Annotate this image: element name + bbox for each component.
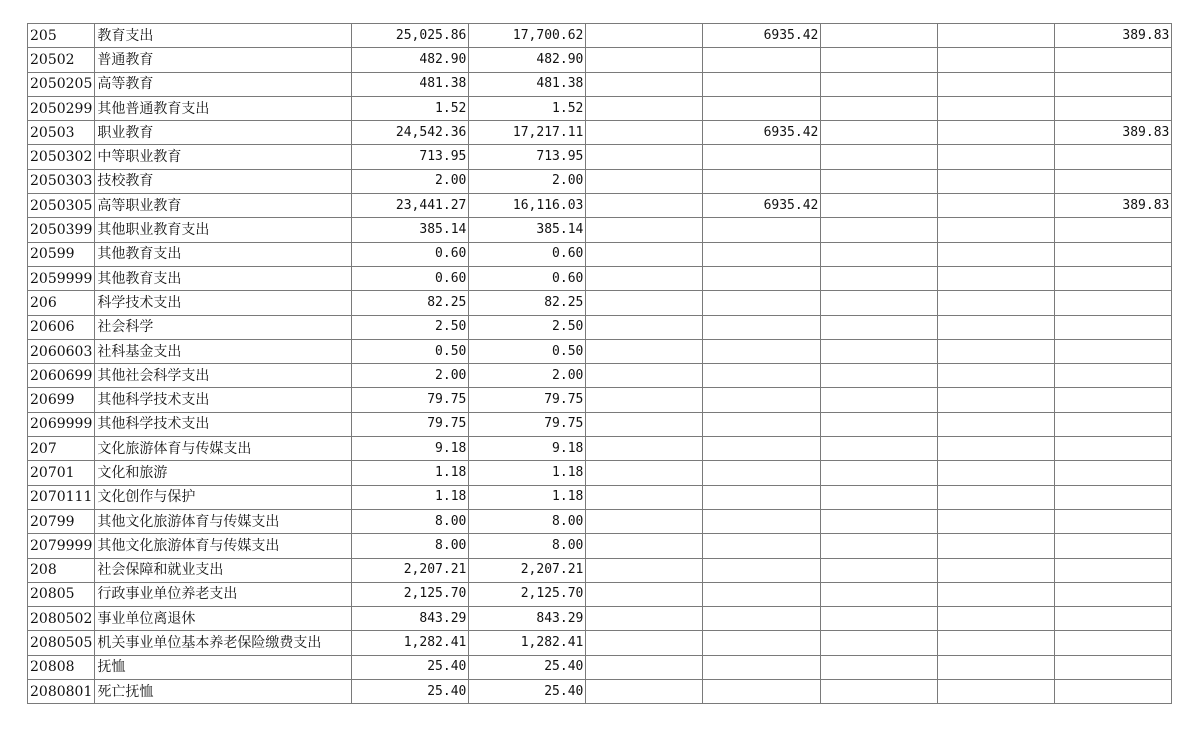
amount-col-7-cell [1055, 582, 1172, 606]
amount-col-6-cell [938, 461, 1055, 485]
subject-name-cell: 死亡抚恤 [95, 680, 352, 704]
subject-code-cell: 2050299 [28, 96, 95, 120]
amount-col-4-cell [703, 72, 821, 96]
amount-col-7-cell [1055, 48, 1172, 72]
amount-col-4-cell [703, 291, 821, 315]
amount-col-5-cell [821, 655, 938, 679]
amount-col-6-cell [938, 607, 1055, 631]
amount-col-4-cell: 6935.42 [703, 24, 821, 48]
amount-col-5-cell [821, 364, 938, 388]
amount-col-1-cell: 1.52 [352, 96, 469, 120]
table-row [28, 339, 1172, 363]
amount-col-7-cell [1055, 680, 1172, 704]
amount-col-5-cell [821, 509, 938, 533]
table-row [28, 534, 1172, 558]
amount-col-2-cell: 8.00 [469, 534, 586, 558]
subject-name-cell: 教育支出 [95, 24, 352, 48]
amount-col-6-cell [938, 509, 1055, 533]
subject-name-cell: 高等教育 [95, 72, 352, 96]
amount-col-2-cell: 385.14 [469, 218, 586, 242]
amount-col-7-cell [1055, 315, 1172, 339]
amount-col-5-cell [821, 96, 938, 120]
amount-col-3-cell [586, 582, 703, 606]
subject-code-cell: 20503 [28, 121, 95, 145]
subject-name-cell: 其他文化旅游体育与传媒支出 [95, 509, 352, 533]
amount-col-5-cell [821, 315, 938, 339]
amount-col-6-cell [938, 48, 1055, 72]
amount-col-2-cell: 0.50 [469, 339, 586, 363]
subject-name-cell: 其他教育支出 [95, 266, 352, 290]
amount-col-3-cell [586, 509, 703, 533]
amount-col-5-cell [821, 607, 938, 631]
amount-col-4-cell [703, 582, 821, 606]
amount-col-4-cell [703, 145, 821, 169]
amount-col-7-cell [1055, 266, 1172, 290]
table-row [28, 24, 1172, 48]
amount-col-1-cell: 1.18 [352, 461, 469, 485]
amount-col-6-cell [938, 24, 1055, 48]
amount-col-4-cell [703, 607, 821, 631]
amount-col-1-cell: 25.40 [352, 655, 469, 679]
amount-col-1-cell: 79.75 [352, 412, 469, 436]
subject-code-cell: 2080505 [28, 631, 95, 655]
amount-col-7-cell [1055, 291, 1172, 315]
subject-name-cell: 职业教育 [95, 121, 352, 145]
subject-name-cell: 文化创作与保护 [95, 485, 352, 509]
subject-code-cell: 2050399 [28, 218, 95, 242]
amount-col-7-cell [1055, 364, 1172, 388]
subject-name-cell: 其他科学技术支出 [95, 412, 352, 436]
amount-col-7-cell [1055, 218, 1172, 242]
amount-col-2-cell: 0.60 [469, 266, 586, 290]
amount-col-1-cell: 23,441.27 [352, 194, 469, 218]
amount-col-2-cell: 8.00 [469, 509, 586, 533]
amount-col-5-cell [821, 437, 938, 461]
amount-col-2-cell: 82.25 [469, 291, 586, 315]
amount-col-3-cell [586, 339, 703, 363]
amount-col-6-cell [938, 169, 1055, 193]
amount-col-3-cell [586, 242, 703, 266]
subject-name-cell: 文化旅游体育与传媒支出 [95, 437, 352, 461]
subject-code-cell: 2050303 [28, 169, 95, 193]
subject-code-cell: 207 [28, 437, 95, 461]
subject-code-cell: 20599 [28, 242, 95, 266]
amount-col-6-cell [938, 558, 1055, 582]
table-row [28, 218, 1172, 242]
table-row [28, 315, 1172, 339]
subject-code-cell: 205 [28, 24, 95, 48]
amount-col-4-cell [703, 388, 821, 412]
subject-code-cell: 20606 [28, 315, 95, 339]
amount-col-2-cell: 1.18 [469, 461, 586, 485]
amount-col-4-cell [703, 242, 821, 266]
subject-name-cell: 社会保障和就业支出 [95, 558, 352, 582]
amount-col-4-cell [703, 485, 821, 509]
amount-col-5-cell [821, 242, 938, 266]
subject-code-cell: 206 [28, 291, 95, 315]
amount-col-2-cell: 481.38 [469, 72, 586, 96]
amount-col-1-cell: 0.60 [352, 242, 469, 266]
amount-col-4-cell [703, 631, 821, 655]
amount-col-7-cell [1055, 607, 1172, 631]
subject-code-cell: 2080502 [28, 607, 95, 631]
amount-col-4-cell: 6935.42 [703, 121, 821, 145]
subject-code-cell: 2069999 [28, 412, 95, 436]
subject-code-cell: 2060603 [28, 339, 95, 363]
amount-col-4-cell [703, 266, 821, 290]
amount-col-3-cell [586, 145, 703, 169]
amount-col-1-cell: 1.18 [352, 485, 469, 509]
amount-col-1-cell: 24,542.36 [352, 121, 469, 145]
amount-col-4-cell [703, 509, 821, 533]
amount-col-3-cell [586, 655, 703, 679]
subject-name-cell: 其他普通教育支出 [95, 96, 352, 120]
amount-col-5-cell [821, 169, 938, 193]
amount-col-6-cell [938, 96, 1055, 120]
amount-col-2-cell: 1.52 [469, 96, 586, 120]
amount-col-5-cell [821, 485, 938, 509]
amount-col-2-cell: 0.60 [469, 242, 586, 266]
amount-col-6-cell [938, 534, 1055, 558]
amount-col-1-cell: 843.29 [352, 607, 469, 631]
amount-col-7-cell [1055, 534, 1172, 558]
amount-col-5-cell [821, 48, 938, 72]
amount-col-3-cell [586, 48, 703, 72]
amount-col-6-cell [938, 218, 1055, 242]
amount-col-1-cell: 2,125.70 [352, 582, 469, 606]
subject-code-cell: 2050302 [28, 145, 95, 169]
amount-col-4-cell [703, 96, 821, 120]
amount-col-7-cell [1055, 145, 1172, 169]
subject-name-cell: 科学技术支出 [95, 291, 352, 315]
amount-col-3-cell [586, 121, 703, 145]
amount-col-6-cell [938, 194, 1055, 218]
amount-col-1-cell: 482.90 [352, 48, 469, 72]
amount-col-3-cell [586, 169, 703, 193]
amount-col-3-cell [586, 388, 703, 412]
amount-col-5-cell [821, 121, 938, 145]
amount-col-3-cell [586, 461, 703, 485]
amount-col-3-cell [586, 412, 703, 436]
amount-col-3-cell [586, 315, 703, 339]
table-row [28, 48, 1172, 72]
subject-name-cell: 其他教育支出 [95, 242, 352, 266]
amount-col-5-cell [821, 194, 938, 218]
amount-col-7-cell [1055, 412, 1172, 436]
amount-col-3-cell [586, 607, 703, 631]
amount-col-5-cell [821, 461, 938, 485]
amount-col-1-cell: 2.00 [352, 169, 469, 193]
amount-col-6-cell [938, 291, 1055, 315]
subject-code-cell: 20799 [28, 509, 95, 533]
subject-name-cell: 高等职业教育 [95, 194, 352, 218]
amount-col-4-cell: 6935.42 [703, 194, 821, 218]
subject-code-cell: 20699 [28, 388, 95, 412]
amount-col-4-cell [703, 680, 821, 704]
table-row [28, 194, 1172, 218]
amount-col-5-cell [821, 582, 938, 606]
amount-col-2-cell: 79.75 [469, 388, 586, 412]
subject-code-cell: 2079999 [28, 534, 95, 558]
amount-col-5-cell [821, 631, 938, 655]
amount-col-3-cell [586, 24, 703, 48]
subject-name-cell: 社会科学 [95, 315, 352, 339]
subject-code-cell: 2060699 [28, 364, 95, 388]
amount-col-3-cell [586, 437, 703, 461]
amount-col-2-cell: 2,207.21 [469, 558, 586, 582]
amount-col-4-cell [703, 412, 821, 436]
amount-col-6-cell [938, 121, 1055, 145]
table-body [28, 24, 1172, 704]
amount-col-7-cell [1055, 655, 1172, 679]
amount-col-1-cell: 25,025.86 [352, 24, 469, 48]
amount-col-3-cell [586, 364, 703, 388]
amount-col-4-cell [703, 48, 821, 72]
amount-col-6-cell [938, 388, 1055, 412]
amount-col-7-cell [1055, 485, 1172, 509]
table-row [28, 72, 1172, 96]
subject-name-cell: 社科基金支出 [95, 339, 352, 363]
amount-col-2-cell: 17,700.62 [469, 24, 586, 48]
amount-col-5-cell [821, 388, 938, 412]
amount-col-4-cell [703, 364, 821, 388]
amount-col-5-cell [821, 266, 938, 290]
amount-col-3-cell [586, 680, 703, 704]
amount-col-2-cell: 2.00 [469, 169, 586, 193]
amount-col-1-cell: 2.00 [352, 364, 469, 388]
amount-col-7-cell [1055, 339, 1172, 363]
table-row [28, 680, 1172, 704]
table-row [28, 437, 1172, 461]
amount-col-3-cell [586, 72, 703, 96]
amount-col-3-cell [586, 218, 703, 242]
subject-name-cell: 技校教育 [95, 169, 352, 193]
amount-col-7-cell [1055, 96, 1172, 120]
subject-name-cell: 其他职业教育支出 [95, 218, 352, 242]
amount-col-2-cell: 9.18 [469, 437, 586, 461]
amount-col-2-cell: 2.00 [469, 364, 586, 388]
amount-col-6-cell [938, 582, 1055, 606]
amount-col-6-cell [938, 266, 1055, 290]
amount-col-2-cell: 16,116.03 [469, 194, 586, 218]
amount-col-3-cell [586, 96, 703, 120]
amount-col-7-cell [1055, 388, 1172, 412]
amount-col-5-cell [821, 680, 938, 704]
table-row [28, 266, 1172, 290]
amount-col-6-cell [938, 364, 1055, 388]
table-row [28, 509, 1172, 533]
amount-col-3-cell [586, 266, 703, 290]
subject-name-cell: 事业单位离退休 [95, 607, 352, 631]
amount-col-1-cell: 8.00 [352, 534, 469, 558]
amount-col-4-cell [703, 169, 821, 193]
table-row [28, 485, 1172, 509]
amount-col-7-cell [1055, 169, 1172, 193]
amount-col-1-cell: 1,282.41 [352, 631, 469, 655]
table-row [28, 145, 1172, 169]
subject-code-cell: 2050305 [28, 194, 95, 218]
table-row [28, 96, 1172, 120]
amount-col-3-cell [586, 534, 703, 558]
subject-name-cell: 文化和旅游 [95, 461, 352, 485]
table-row [28, 461, 1172, 485]
amount-col-4-cell [703, 655, 821, 679]
amount-col-6-cell [938, 339, 1055, 363]
amount-col-2-cell: 1,282.41 [469, 631, 586, 655]
table-row [28, 169, 1172, 193]
amount-col-7-cell: 389.83 [1055, 24, 1172, 48]
amount-col-6-cell [938, 412, 1055, 436]
subject-code-cell: 2059999 [28, 266, 95, 290]
subject-name-cell: 其他社会科学支出 [95, 364, 352, 388]
amount-col-4-cell [703, 315, 821, 339]
table-row [28, 412, 1172, 436]
amount-col-1-cell: 8.00 [352, 509, 469, 533]
table-row [28, 582, 1172, 606]
amount-col-1-cell: 79.75 [352, 388, 469, 412]
amount-col-1-cell: 0.50 [352, 339, 469, 363]
table-row [28, 388, 1172, 412]
amount-col-1-cell: 385.14 [352, 218, 469, 242]
table-row [28, 558, 1172, 582]
amount-col-6-cell [938, 655, 1055, 679]
amount-col-1-cell: 2,207.21 [352, 558, 469, 582]
table-row [28, 291, 1172, 315]
amount-col-2-cell: 17,217.11 [469, 121, 586, 145]
amount-col-2-cell: 25.40 [469, 655, 586, 679]
amount-col-6-cell [938, 315, 1055, 339]
amount-col-4-cell [703, 558, 821, 582]
subject-name-cell: 普通教育 [95, 48, 352, 72]
amount-col-6-cell [938, 680, 1055, 704]
table-row [28, 607, 1172, 631]
amount-col-5-cell [821, 412, 938, 436]
subject-name-cell: 中等职业教育 [95, 145, 352, 169]
subject-name-cell: 抚恤 [95, 655, 352, 679]
amount-col-5-cell [821, 291, 938, 315]
amount-col-4-cell [703, 461, 821, 485]
amount-col-2-cell: 1.18 [469, 485, 586, 509]
amount-col-2-cell: 713.95 [469, 145, 586, 169]
amount-col-2-cell: 482.90 [469, 48, 586, 72]
amount-col-7-cell: 389.83 [1055, 121, 1172, 145]
amount-col-4-cell [703, 218, 821, 242]
amount-col-5-cell [821, 558, 938, 582]
amount-col-3-cell [586, 631, 703, 655]
subject-code-cell: 2080801 [28, 680, 95, 704]
amount-col-6-cell [938, 145, 1055, 169]
amount-col-1-cell: 481.38 [352, 72, 469, 96]
amount-col-1-cell: 25.40 [352, 680, 469, 704]
amount-col-5-cell [821, 24, 938, 48]
amount-col-7-cell [1055, 509, 1172, 533]
amount-col-4-cell [703, 339, 821, 363]
amount-col-5-cell [821, 145, 938, 169]
amount-col-3-cell [586, 485, 703, 509]
amount-col-6-cell [938, 437, 1055, 461]
amount-col-5-cell [821, 339, 938, 363]
amount-col-5-cell [821, 218, 938, 242]
subject-name-cell: 其他科学技术支出 [95, 388, 352, 412]
amount-col-1-cell: 713.95 [352, 145, 469, 169]
table-row [28, 364, 1172, 388]
amount-col-2-cell: 2,125.70 [469, 582, 586, 606]
amount-col-4-cell [703, 534, 821, 558]
amount-col-7-cell [1055, 242, 1172, 266]
amount-col-7-cell [1055, 437, 1172, 461]
amount-col-6-cell [938, 631, 1055, 655]
subject-code-cell: 20805 [28, 582, 95, 606]
amount-col-7-cell [1055, 631, 1172, 655]
amount-col-5-cell [821, 72, 938, 96]
table-row [28, 121, 1172, 145]
amount-col-2-cell: 843.29 [469, 607, 586, 631]
amount-col-3-cell [586, 558, 703, 582]
amount-col-7-cell: 389.83 [1055, 194, 1172, 218]
subject-code-cell: 20808 [28, 655, 95, 679]
amount-col-1-cell: 9.18 [352, 437, 469, 461]
table-row [28, 655, 1172, 679]
table-row [28, 631, 1172, 655]
amount-col-4-cell [703, 437, 821, 461]
subject-name-cell: 机关事业单位基本养老保险缴费支出 [95, 631, 352, 655]
subject-code-cell: 20502 [28, 48, 95, 72]
subject-name-cell: 行政事业单位养老支出 [95, 582, 352, 606]
amount-col-7-cell [1055, 461, 1172, 485]
amount-col-7-cell [1055, 558, 1172, 582]
amount-col-3-cell [586, 291, 703, 315]
subject-code-cell: 2050205 [28, 72, 95, 96]
amount-col-1-cell: 82.25 [352, 291, 469, 315]
table-row [28, 242, 1172, 266]
amount-col-7-cell [1055, 72, 1172, 96]
amount-col-6-cell [938, 72, 1055, 96]
amount-col-2-cell: 2.50 [469, 315, 586, 339]
amount-col-5-cell [821, 534, 938, 558]
subject-name-cell: 其他文化旅游体育与传媒支出 [95, 534, 352, 558]
amount-col-2-cell: 79.75 [469, 412, 586, 436]
subject-code-cell: 2070111 [28, 485, 95, 509]
amount-col-1-cell: 2.50 [352, 315, 469, 339]
amount-col-2-cell: 25.40 [469, 680, 586, 704]
amount-col-1-cell: 0.60 [352, 266, 469, 290]
subject-code-cell: 208 [28, 558, 95, 582]
budget-table [27, 23, 1172, 704]
amount-col-6-cell [938, 242, 1055, 266]
subject-code-cell: 20701 [28, 461, 95, 485]
amount-col-6-cell [938, 485, 1055, 509]
amount-col-3-cell [586, 194, 703, 218]
